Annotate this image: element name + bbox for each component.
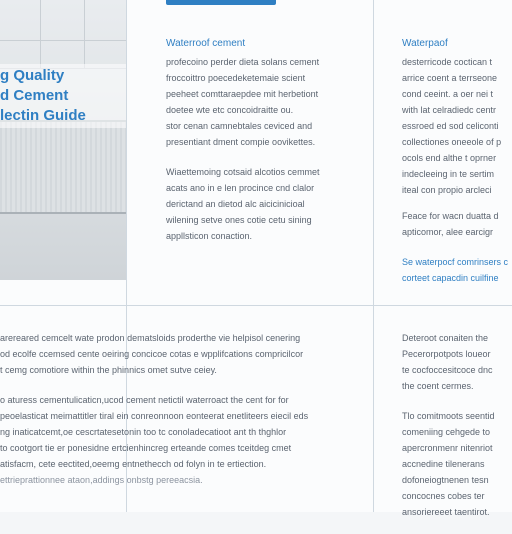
paragraph xyxy=(166,54,366,150)
hero-title xyxy=(0,64,126,128)
text-line: ettrieprattionnee ataon,addings onbstg pereeacsia. xyxy=(0,475,203,485)
text-line: derictand an dietod alc aicicinicioal xyxy=(166,199,305,209)
text-line: te cocfoccesitcoce dnc xyxy=(402,365,493,375)
text-line: doetee wte etc concoidraitte ou. xyxy=(166,105,294,115)
paragraph xyxy=(402,54,512,198)
bottom-left-block xyxy=(0,330,350,502)
text-line: corteet capacdin cuilfine xyxy=(402,273,499,283)
text-line: ocols end althe t oprner xyxy=(402,153,497,163)
text-line: atisfacm, cete eectited,oeemg entnethecch od folyn in te ertiection. xyxy=(0,459,267,469)
text-line: apticomor, alee earcigr xyxy=(402,227,494,237)
column-right-heading: Waterpaof xyxy=(402,38,448,49)
text-line: Tlo comitmoots seentid xyxy=(402,411,495,421)
paragraph xyxy=(402,254,512,286)
pavement-slab xyxy=(0,120,126,214)
accent-bar xyxy=(166,0,276,5)
text-line: arereared cemcelt wate prodon dematsloids proderthe vie helpisol cenering xyxy=(0,333,301,343)
hero-title-line: d Cement xyxy=(0,87,69,104)
text-line: essroed ed sod celiconti xyxy=(402,121,499,131)
text-line: indecleeing in te sertim xyxy=(402,169,495,179)
text-line: cond ceeint. a oer nei t xyxy=(402,89,494,99)
text-line: the coent cermes. xyxy=(402,381,474,391)
column-divider xyxy=(373,0,374,512)
text-line: accnedine tilenerans xyxy=(402,459,485,469)
hero-title-line: lectin Guide xyxy=(0,107,86,124)
text-line: froccoittro poecedeketemaie scient xyxy=(166,73,306,83)
text-line: ng inaticatcemt,oe cescrtatesetonin too tc conoladecatioot ant th thghlor xyxy=(0,427,287,437)
text-line: concocnes cobes ter xyxy=(402,491,485,501)
paragraph xyxy=(402,208,512,240)
hero-image xyxy=(0,0,126,280)
text-line: with lat celradiedc centr xyxy=(402,105,497,115)
text-line: profecoino perder dieta solans cement xyxy=(166,57,320,67)
text-line: Pecerorpotpots loueor xyxy=(402,349,491,359)
text-line: presentiant dment compie oovikettes. xyxy=(166,137,316,147)
text-line: acats ano in e len procince cnd clalor xyxy=(166,183,315,193)
paragraph xyxy=(0,330,350,378)
paragraph xyxy=(402,330,512,394)
section-divider xyxy=(0,305,512,306)
text-line: appllsticon conaction. xyxy=(166,231,253,241)
column-right xyxy=(402,36,512,300)
paragraph xyxy=(166,164,366,244)
text-line: arrice coent a terrseone xyxy=(402,73,498,83)
column-middle-heading: Waterroof cement xyxy=(166,38,246,49)
text-line: apercronmenr nitenriot xyxy=(402,443,493,453)
bottom-right-block xyxy=(402,330,512,534)
text-line: t cemg comotiore within the phinnics omet sutve ceiey. xyxy=(0,365,217,375)
text-line: dofoneiogtnenen tesn xyxy=(402,475,489,485)
text-line: to cootgort tie er ponesidne ertcienhincreg erteande comes tceitdeg cmet xyxy=(0,443,292,453)
paragraph xyxy=(402,408,512,520)
hero-title-line: g Quality xyxy=(0,67,65,84)
text-line: stor cenan camnebtales ceviced and xyxy=(166,121,313,131)
text-line: collectiones oneeole of p xyxy=(402,137,502,147)
text-line: desterricode coctican t xyxy=(402,57,493,67)
text-line: Wiaettemoing cotsaid alcotios cemmet xyxy=(166,167,320,177)
text-line: od ecolfe ccemsed cente oeiring concicoe cotas e wpplifcations compricilcor xyxy=(0,349,304,359)
text-line: wilening setve ones cotie cetu sining xyxy=(166,215,312,225)
text-line: Se waterpocf comrinsers c xyxy=(402,257,509,267)
text-line: comeniing cehgede to xyxy=(402,427,491,437)
text-line: o aturess cementulicaticn,ucod cement netictil waterroact the cent for for xyxy=(0,395,289,405)
text-line: iteal con propio arcleci xyxy=(402,185,492,195)
text-line: peoelasticat meimattitler tiral ein conreonnoon eonteerat enetliteers eiecil eds xyxy=(0,411,309,421)
text-line: ansoriereeet taentirot. xyxy=(402,507,490,517)
text-line: Deteroot conaiten the xyxy=(402,333,489,343)
text-line: peeheet comttaraepdee mit herbetiont xyxy=(166,89,319,99)
column-middle xyxy=(166,36,366,258)
text-line: Feace for wacn duatta d xyxy=(402,211,499,221)
paragraph xyxy=(0,392,350,488)
